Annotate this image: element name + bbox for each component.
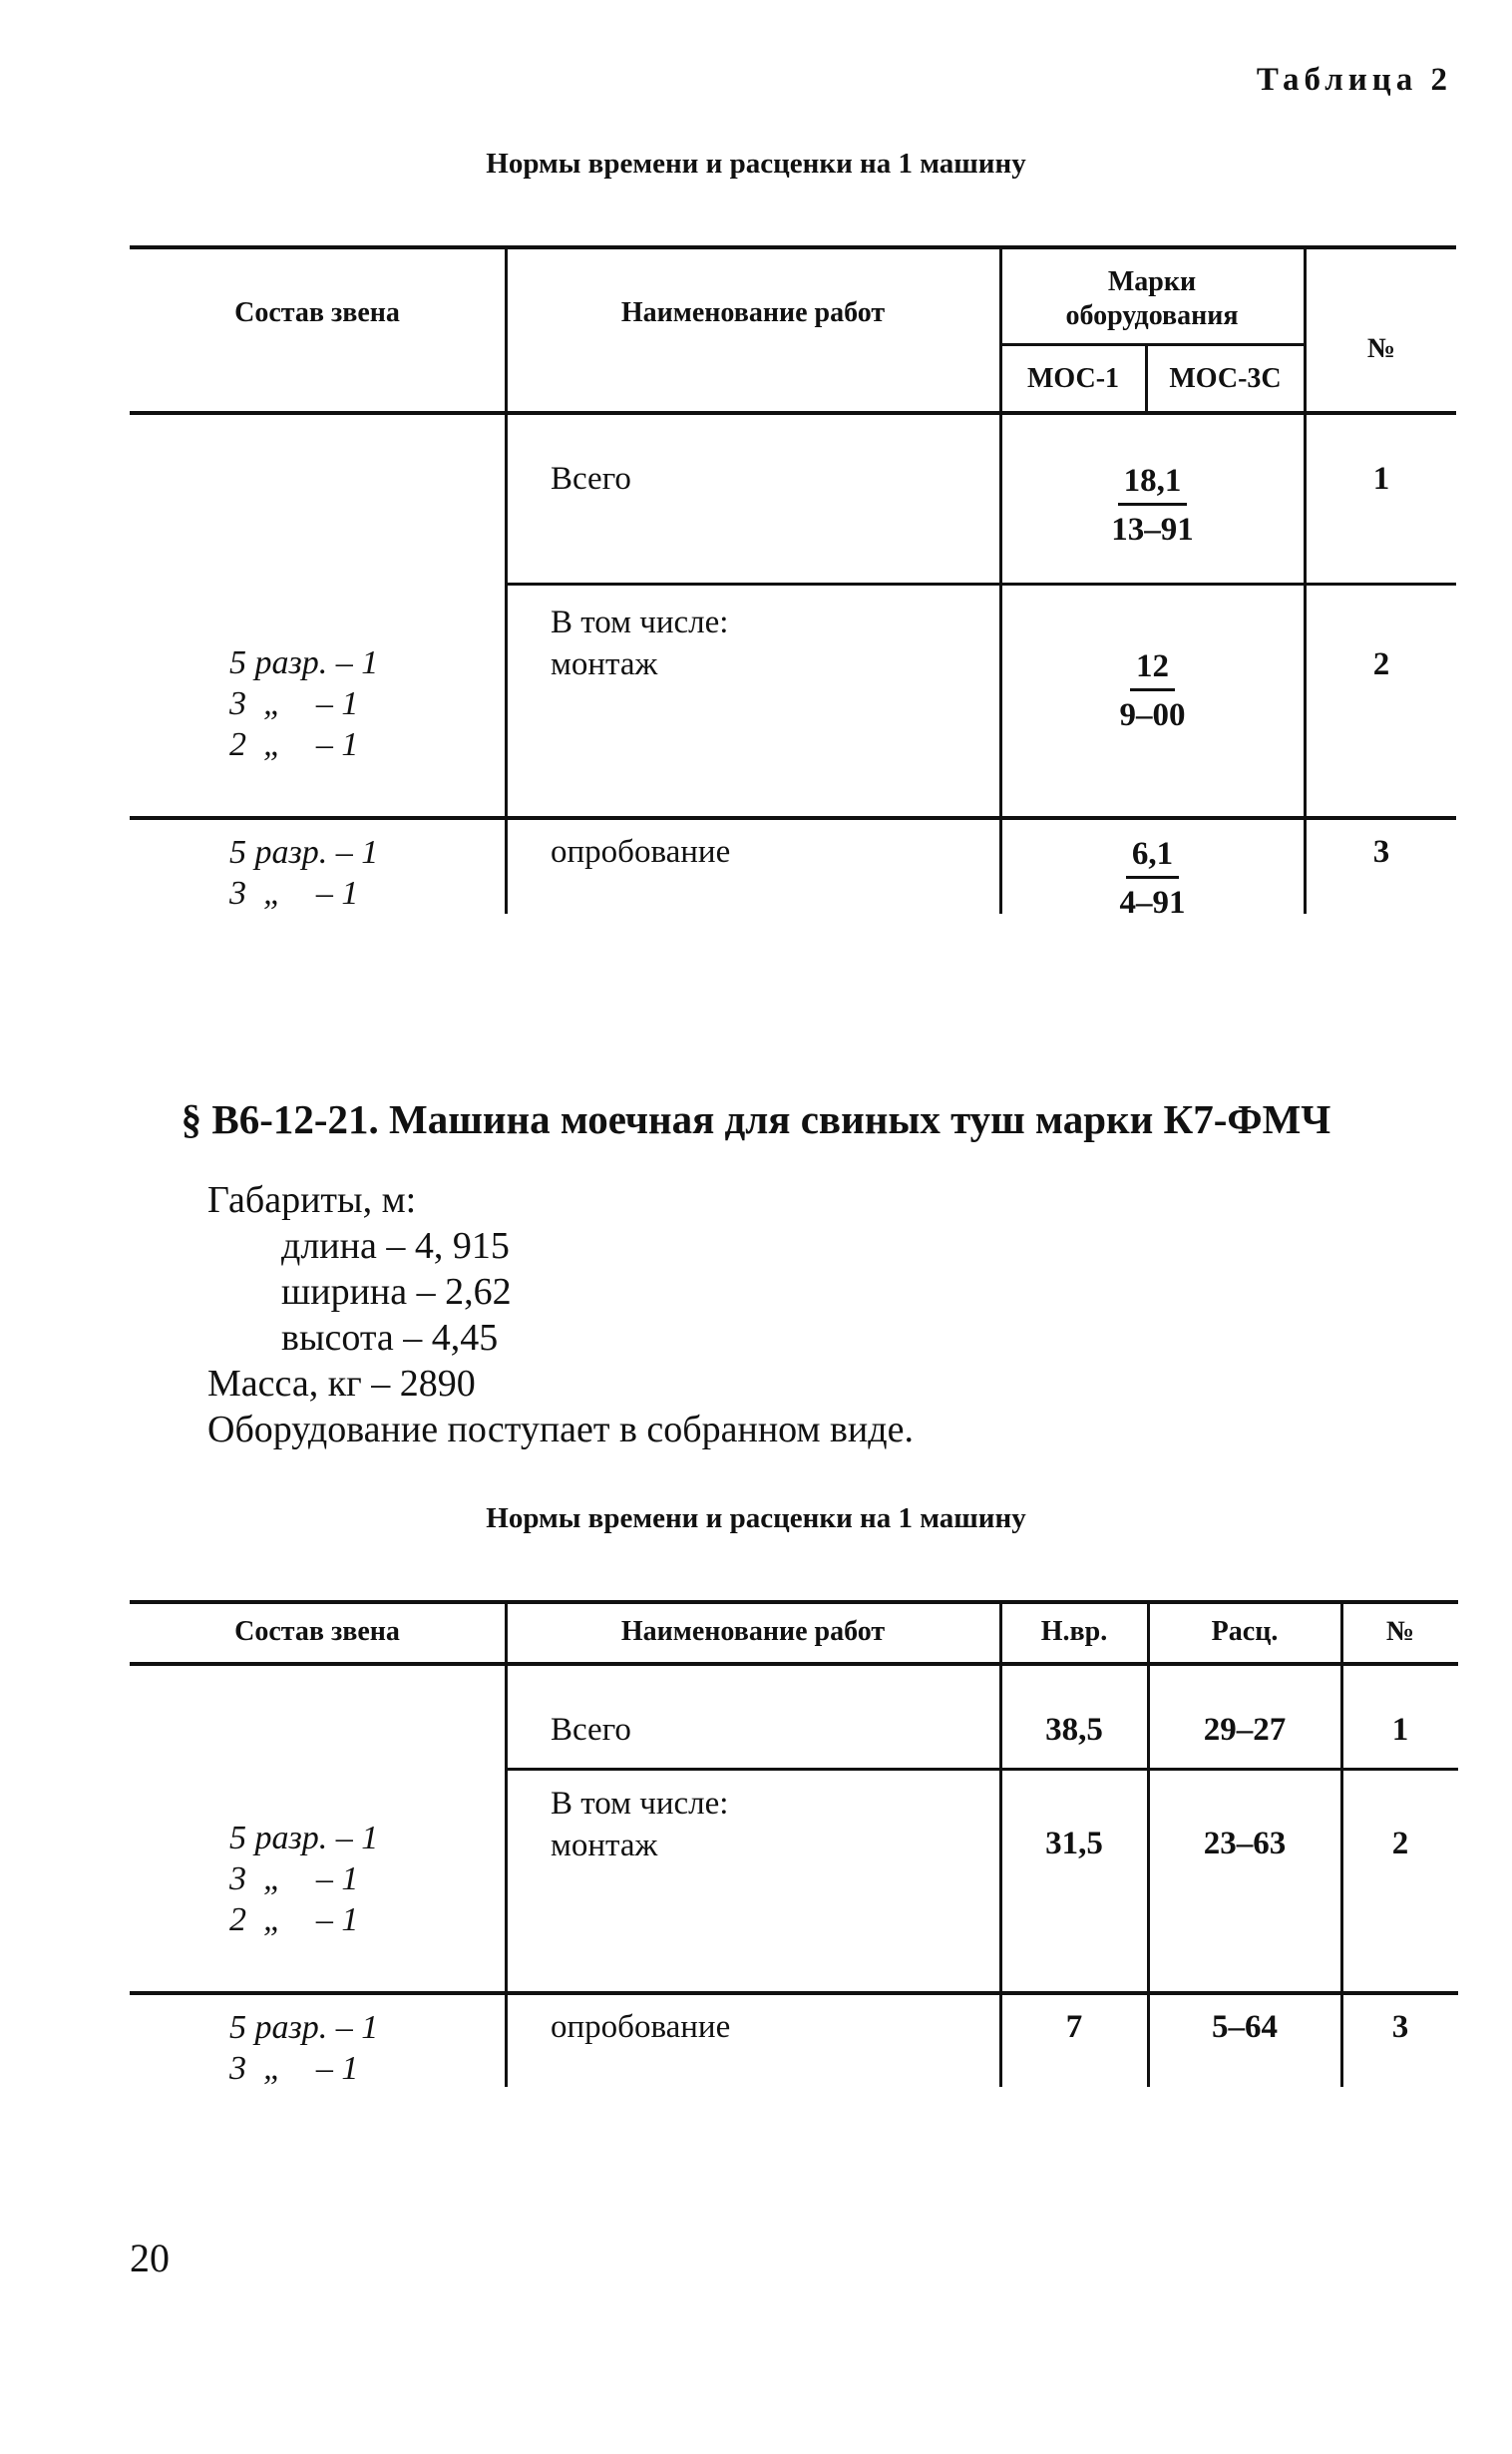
table1-norm-rate: 9–00 <box>1119 697 1186 733</box>
table2-caption: Нормы времени и расценки на 1 машину <box>486 1502 1026 1534</box>
page-number: 20 <box>130 2236 170 2280</box>
table1-norm <box>1001 459 1304 554</box>
table2-nvr: 7 <box>1065 2009 1083 2045</box>
table1-norm-time: 12 <box>1130 644 1175 691</box>
table1-crew: 5 разр. – 1 3 „ – 1 <box>229 834 379 912</box>
table1-row-rule <box>130 816 1456 820</box>
table1-header-work: Наименование работ <box>620 297 886 328</box>
table1-header-rule <box>130 411 1456 415</box>
table2-row-no: 1 <box>1391 1712 1409 1748</box>
table1-crew: 5 разр. – 1 3 „ – 1 2 „ – 1 <box>229 644 379 763</box>
table2-row-rule <box>507 1768 1458 1771</box>
table1-header-mos1: МОС-1 <box>1026 363 1120 394</box>
table1-header-no: № <box>1366 333 1396 364</box>
specs-length: длина – 4, 915 <box>281 1225 510 1267</box>
table2-nvr: 38,5 <box>1045 1712 1103 1748</box>
table1-norm <box>1001 644 1304 739</box>
specs-height: высота – 4,45 <box>281 1317 499 1359</box>
table2-rasc: 23–63 <box>1203 1826 1287 1861</box>
specs-delivery-note: Оборудование поступает в собранном виде. <box>207 1409 914 1450</box>
table2-top-rule <box>130 1600 1458 1604</box>
table1-work: Всего <box>551 461 631 497</box>
table2-col-rule <box>505 1602 508 2087</box>
table1-norm-time: 18,1 <box>1118 459 1188 506</box>
table2-header-nvr: Н.вр. <box>1040 1616 1108 1647</box>
table2-header-rule <box>130 1662 1458 1666</box>
table2-work: Всего <box>551 1712 631 1748</box>
table1-norm-rate: 13–91 <box>1111 512 1194 548</box>
table1-norm-rate: 4–91 <box>1119 885 1186 921</box>
table-label: Таблица 2 <box>1256 62 1452 98</box>
specs-width: ширина – 2,62 <box>281 1271 512 1313</box>
table1-norm-time: 6,1 <box>1126 832 1179 879</box>
table2-work-prefix: В том числе: <box>551 1786 729 1822</box>
table1-row-no: 1 <box>1372 461 1390 497</box>
section-title: § В6-12-21. Машина моечная для свиных туш марки К7-ФМЧ <box>181 1096 1331 1142</box>
table2-header-crew: Состав звена <box>234 1616 400 1647</box>
table2-work: опробование <box>551 2009 731 2045</box>
table1-top-rule <box>130 245 1456 249</box>
table2-header-work: Наименование работ <box>620 1616 886 1647</box>
table1-work: монтаж <box>551 646 658 682</box>
table2-crew: 5 разр. – 1 3 „ – 1 2 „ – 1 <box>229 1820 379 1938</box>
table2-rasc: 5–64 <box>1212 2009 1278 2045</box>
table1-marks-rule <box>999 343 1307 346</box>
table2-nvr: 31,5 <box>1045 1826 1103 1861</box>
table1-col-rule <box>999 247 1002 914</box>
table2-crew: 5 разр. – 1 3 „ – 1 <box>229 2009 379 2087</box>
table1-caption: Нормы времени и расценки на 1 машину <box>486 148 1026 180</box>
table1-header-mos3c: МОС-3С <box>1169 363 1282 394</box>
table2-row-rule <box>130 1991 1458 1995</box>
table1-norm <box>1001 832 1304 927</box>
table1-row-no: 2 <box>1372 646 1390 682</box>
specs-mass: Масса, кг – 2890 <box>207 1363 476 1405</box>
table1-header-crew: Состав звена <box>234 297 400 328</box>
table2-work: монтаж <box>551 1828 658 1863</box>
table1-col-rule <box>505 247 508 914</box>
table1-row-no: 3 <box>1372 834 1390 870</box>
table2-rasc: 29–27 <box>1203 1712 1287 1748</box>
table1-row-rule <box>507 583 1456 586</box>
table2-row-no: 2 <box>1391 1826 1409 1861</box>
table2-header-no: № <box>1385 1616 1415 1647</box>
table2-header-rasc: Расц. <box>1211 1616 1279 1647</box>
table1-work-prefix: В том числе: <box>551 605 729 640</box>
table2-row-no: 3 <box>1391 2009 1409 2045</box>
specs-dimensions-title: Габариты, м: <box>207 1179 417 1221</box>
table1-work: опробование <box>551 834 731 870</box>
table1-header-marks: Марки оборудования <box>1065 266 1239 331</box>
